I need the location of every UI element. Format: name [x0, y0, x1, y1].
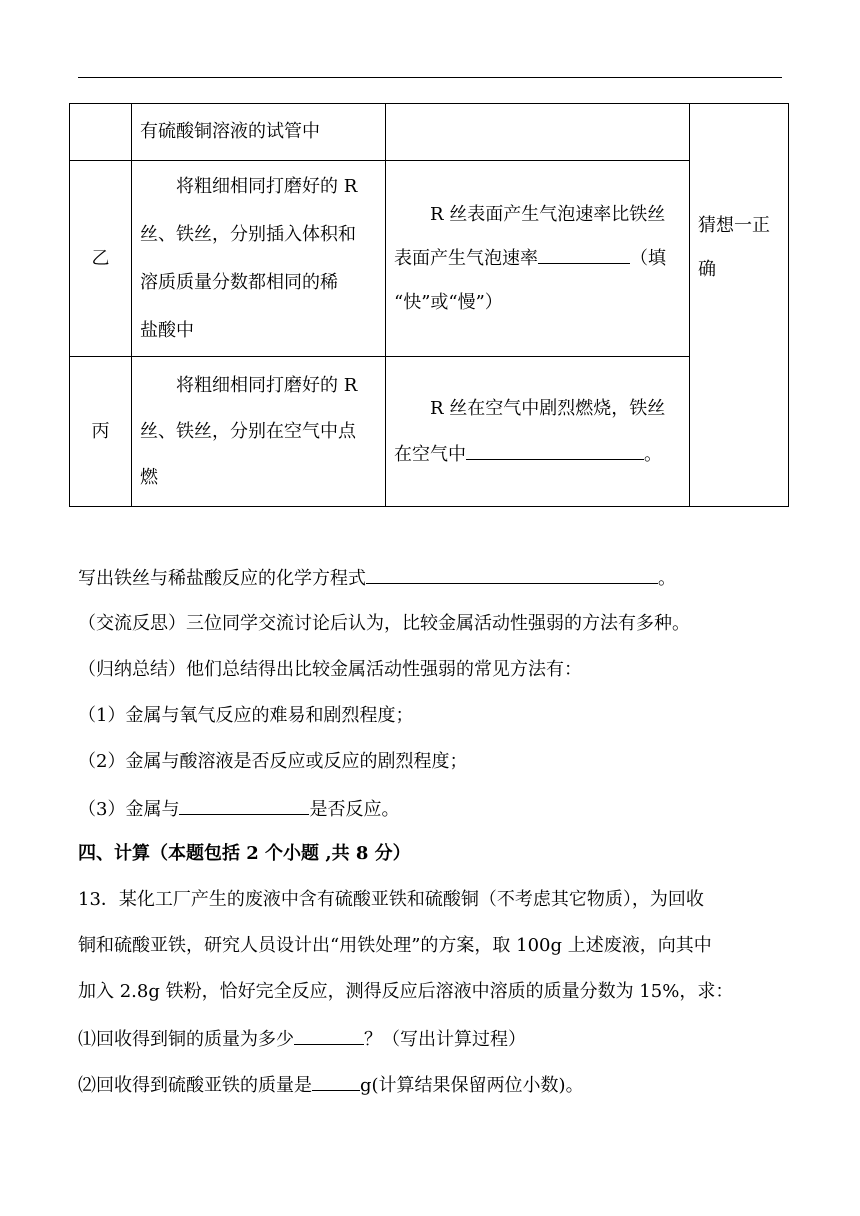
step-line: 燃 [140, 466, 158, 488]
table-row [70, 161, 789, 357]
phenomenon-line: “快”或“慢”） [394, 291, 503, 313]
answer-blank[interactable] [466, 441, 644, 460]
method-item [78, 796, 399, 822]
answer-blank[interactable] [538, 245, 630, 264]
answer-blank[interactable] [366, 565, 658, 584]
group-cell [70, 104, 132, 161]
sub-question-text: ⑴回收得到铜的质量为多少 [78, 1029, 294, 1050]
step-line: 将粗细相同打磨好的 R [176, 374, 358, 396]
phenomenon-line: R 丝在空气中剧烈燃烧，铁丝 [430, 397, 666, 419]
equation-text: 写出铁丝与稀盐酸反应的化学方程式 [78, 568, 366, 589]
group-cell: 丙 [70, 357, 132, 507]
method-item: （2）金属与酸溶液是否反应或反应的剧烈程度； [78, 751, 468, 772]
group-cell: 乙 [70, 161, 132, 357]
method-item: （1）金属与氧气反应的难易和剧烈程度； [78, 705, 414, 726]
answer-blank[interactable] [179, 796, 309, 815]
question-text: 13．某化工厂产生的废液中含有硫酸亚铁和硫酸铜（不考虑其它物质），为回收 [78, 889, 704, 910]
conclusion-line: 确 [698, 259, 716, 280]
table-row [70, 104, 789, 161]
step-cell [132, 161, 386, 357]
phenomenon-text: 表面产生气泡速率 [394, 247, 538, 269]
question-text: 加入 2.8g 铁粉，恰好完全反应，测得反应后溶液中溶质的质量分数为 15%，求： [78, 981, 734, 1002]
step-line: 溶质质量分数都相同的稀 [140, 271, 338, 293]
step-line: 丝、铁丝，分别插入体积和 [140, 223, 356, 245]
step-text: 有硫酸铜溶液的试管中 [140, 121, 320, 142]
method-text: （3）金属与 [78, 799, 180, 820]
step-cell [132, 357, 386, 507]
reflect-paragraph: （交流反思）三位同学交流讨论后认为，比较金属活动性强弱的方法有多种。 [78, 613, 690, 634]
experiment-table [69, 103, 789, 507]
header-rule [78, 77, 782, 78]
answer-blank[interactable] [294, 1026, 364, 1045]
equation-prompt [78, 565, 676, 591]
phenomenon-text: 。 [644, 443, 662, 465]
sub-question-text: ？（写出计算过程） [364, 1029, 526, 1050]
sub-question-text: ⑵回收得到硫酸亚铁的质量是 [78, 1075, 312, 1096]
question-text: 铜和硫酸亚铁，研究人员设计出“用铁处理”的方案，取 100g 上述废液，向其中 [78, 935, 712, 956]
conclusion-line: 猜想一正 [698, 215, 770, 236]
phenomenon-line [394, 237, 681, 281]
sub-question [78, 1072, 584, 1098]
phenomenon-cell [386, 161, 690, 357]
conclusion-cell [690, 104, 789, 507]
phenomenon-text: 在空气中 [394, 443, 466, 465]
step-line: 盐酸中 [140, 319, 194, 341]
section-title: 四、计算（本题包括 2 个小题 ,共 8 分） [78, 843, 411, 864]
phenomenon-cell [386, 104, 690, 161]
phenomenon-text: （填 [630, 247, 666, 269]
sub-question [78, 1026, 526, 1052]
table-row [70, 357, 789, 507]
step-line: 丝、铁丝，分别在空气中点 [140, 420, 356, 442]
step-line: 将粗细相同打磨好的 R [176, 175, 358, 197]
sub-question-text: g(计算结果保留两位小数)。 [360, 1075, 584, 1096]
method-text: 是否反应。 [309, 799, 400, 820]
equation-text: 。 [658, 568, 676, 589]
phenomenon-cell [386, 357, 690, 507]
answer-blank[interactable] [312, 1072, 360, 1091]
summary-paragraph: （归纳总结）他们总结得出比较金属活动性强弱的常见方法有： [78, 659, 582, 680]
step-cell [132, 104, 386, 161]
phenomenon-line [394, 432, 681, 478]
phenomenon-line: R 丝表面产生气泡速率比铁丝 [430, 203, 666, 225]
